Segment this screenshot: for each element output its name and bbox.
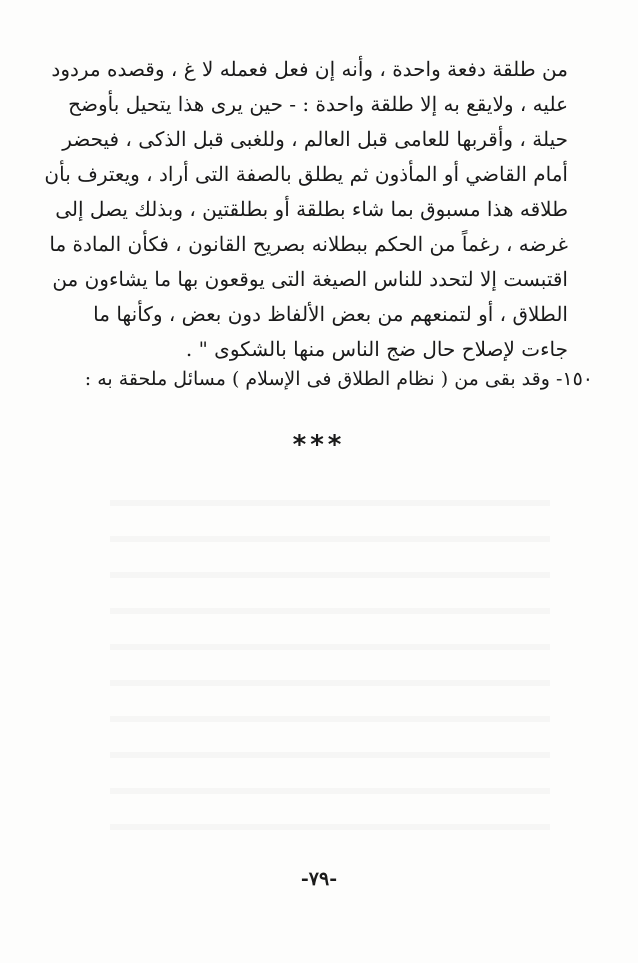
paragraph-line: جاءت لإصلاح حال ضج الناس منها بالشكوى " . <box>185 337 568 361</box>
paragraph-line: حيلة ، وأقربها للعامى قبل العالم ، وللغبى قبل الذكى ، فيحضر <box>62 127 568 151</box>
paragraph-line: عليه ، ولايقع به إلا طلقة واحدة : - حين يرى هذا يتحيل بأوضح <box>68 92 568 116</box>
paragraph-line: طلاقه هذا مسبوق بما شاء بطلقة أو بطلقتين ، وبذلك يصل إلى <box>55 197 568 221</box>
section-separator: *** <box>292 430 346 460</box>
main-paragraph <box>44 52 568 367</box>
paragraph-line: غرضه ، رغماً من الحكم ببطلانه بصريح القانون ، فكأن المادة ما <box>49 232 568 256</box>
paragraph-line: اقتبست إلا لتحدد للناس الصيغة التى يوقعون بها ما يشاءون من <box>52 267 568 291</box>
paragraph-line: الطلاق ، أو لتمنعهم من بعض الألفاظ دون بعض ، وكأنها ما <box>93 302 568 326</box>
page-number: -٧٩- <box>300 868 338 890</box>
paragraph-line: أمام القاضي أو المأذون ثم يطلق بالصفة التى أراد ، ويعترف بأن <box>44 162 568 186</box>
paragraph-line: من طلقة دفعة واحدة ، وأنه إن فعل فعمله لا غ ، وقصده مردود <box>51 57 568 81</box>
scan-bleed-through <box>110 470 550 830</box>
numbered-item-150: ١٥٠- وقد بقى من ( نظام الطلاق فى الإسلام ) مسائل ملحقة به : <box>84 368 593 390</box>
